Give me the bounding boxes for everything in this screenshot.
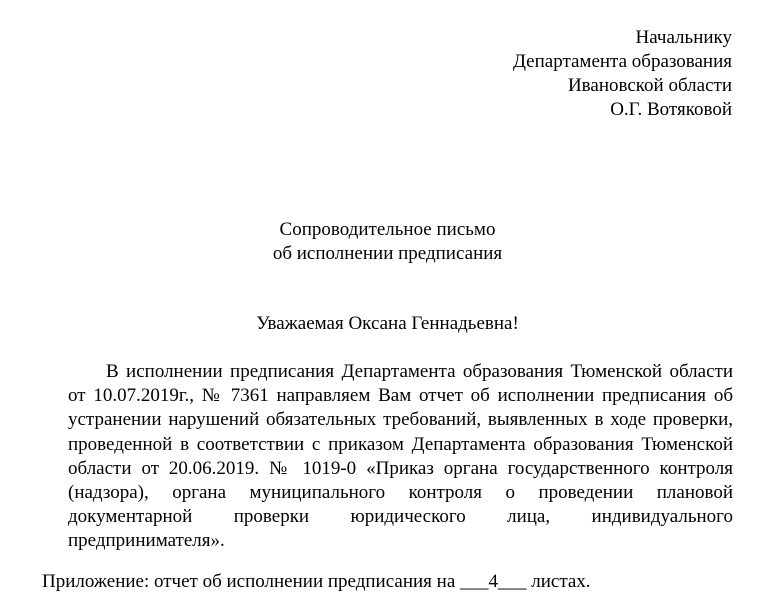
addressee-name: О.Г. Вотяковой: [610, 99, 732, 120]
letter-body-paragraph: В исполнении предписания Департамента образования Тюменской области от 10.07.2019г., № 7361 направляем Вам отчет об исполнении предписания об устранении нарушений обязательных требований, выявленных в ходе проверки, проведенной в соответствии с приказом Департамента образования Тюменской области от 20.06.2019. № 1019-0 «Приказ органа государственного контроля (надзора), органа муниципального контроля о проведении плановой документарной проверки юридического лица, индивидуального предпринимателя».: [68, 361, 733, 552]
salutation: Уважаемая Оксана Геннадьевна!: [256, 313, 519, 334]
attachment-line: Приложение: отчет об исполнении предписания на ___4___ листах.: [42, 571, 591, 592]
addressee-position: Начальнику: [635, 27, 732, 48]
title-line-1: Сопроводительное письмо: [279, 219, 496, 240]
title-line-2: об исполнении предписания: [272, 243, 503, 264]
addressee-region: Ивановской области: [567, 75, 732, 96]
addressee-block: [513, 26, 732, 122]
letter-title: [0, 218, 770, 266]
addressee-department: Департамента образования: [512, 51, 732, 72]
